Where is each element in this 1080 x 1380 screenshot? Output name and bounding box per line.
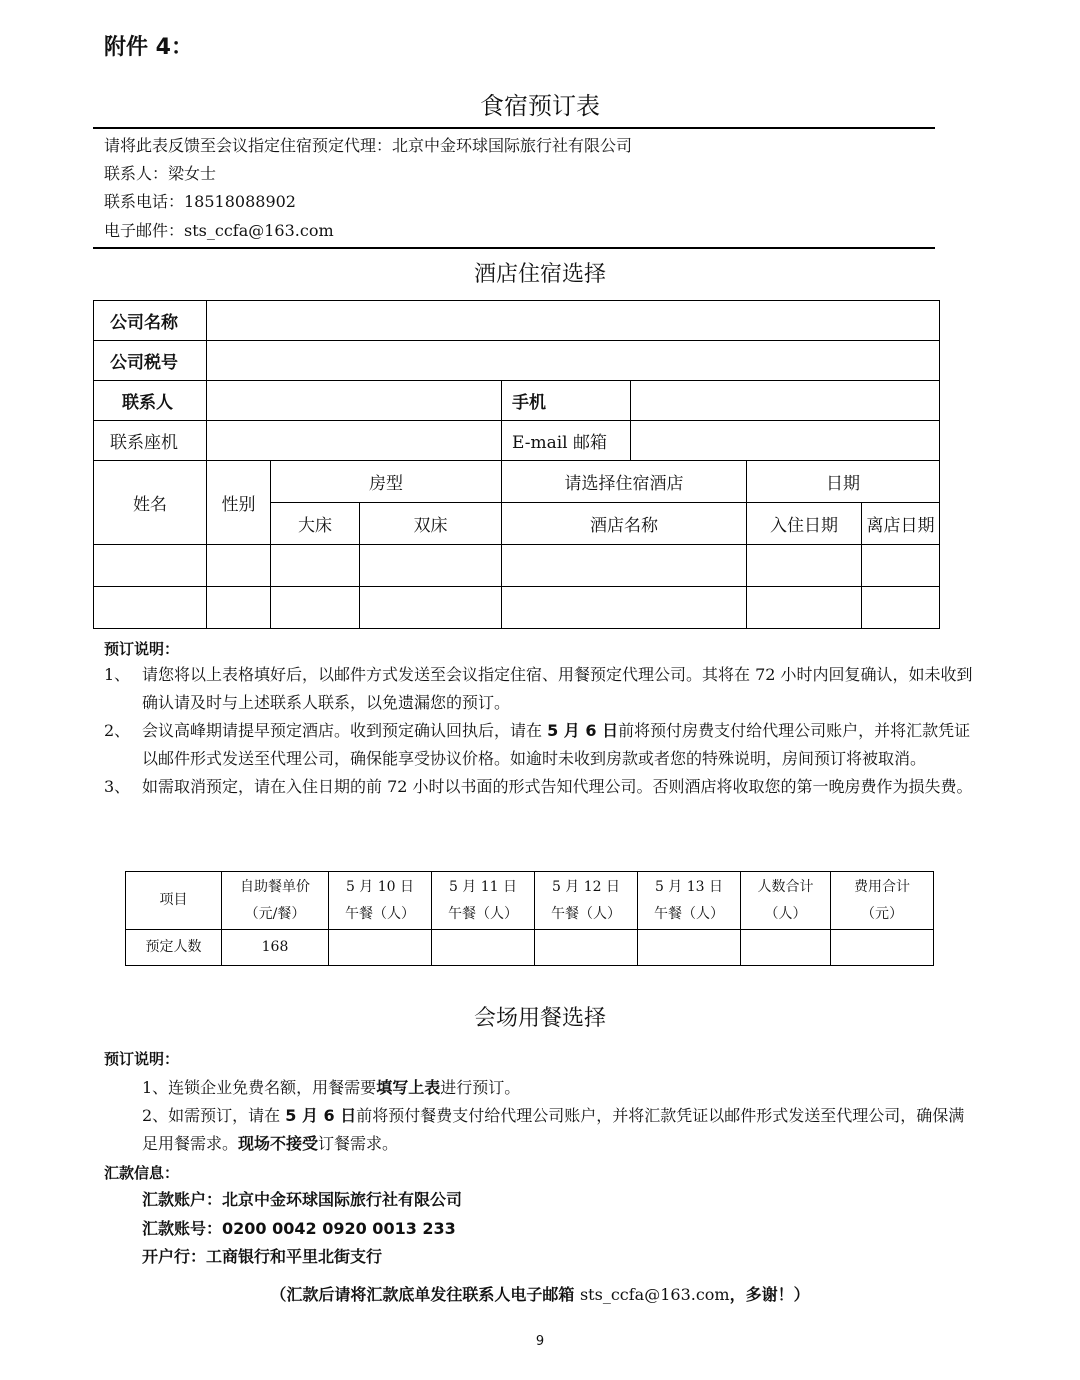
note-item [104,773,979,801]
guest-name-cell[interactable] [94,545,207,587]
remittance-heading: 汇款信息： [104,1164,180,1182]
guest-name-cell[interactable] [94,587,207,629]
meal-col-item: 项目 [126,872,222,930]
venue-note-1: 1、连锁企业免费名额，用餐需要填写上表进行预订。 [142,1078,521,1097]
venue-notes-heading: 预订说明： [104,1050,180,1068]
note-num: 1、 [104,665,131,684]
hotel-name-cell[interactable] [502,545,747,587]
hotel-booking-table [93,300,940,629]
booking-notes-heading: 预订说明： [104,640,180,658]
email-label: E-mail 邮箱 [502,421,631,461]
note-text: 如需取消预定，请在入住日期的前 72 小时以书面的形式告知代理公司。否则酒店将收取您的第一晚房费作为损失费。 [142,777,973,796]
meal-booking-table [125,871,934,966]
col-twin-bed: 双床 [360,503,502,545]
mobile-label: 手机 [502,381,631,421]
venue-note-2: 2、如需预订，请在 5 月 6 日前将预付餐费支付给代理公司账户，并将汇款凭证以邮件形式发送至代理公司，确保满足用餐需求。现场不接受订餐需求。 [142,1106,965,1153]
meal-d10-cell[interactable] [329,930,432,966]
table-row [94,587,940,629]
meal-col-d13: 5 月 13 日 午餐（人） [638,872,741,930]
contact-label: 联系人 [94,381,207,421]
divider-info [93,247,935,249]
gender-cell[interactable] [207,545,271,587]
meal-col-d10: 5 月 10 日 午餐（人） [329,872,432,930]
contact-field[interactable] [207,381,502,421]
email-field[interactable] [631,421,940,461]
info-email: 电子邮件：sts_ccfa@163.com [104,221,334,240]
meal-d12-cell[interactable] [535,930,638,966]
king-cell[interactable] [271,587,360,629]
meal-row-label: 预定人数 [126,930,222,966]
meal-total-cost-cell[interactable] [831,930,934,966]
company-name-field[interactable] [207,301,940,341]
hotel-section-title: 酒店住宿选择 [473,262,606,287]
col-room-type: 房型 [271,461,502,503]
booking-notes [104,661,979,801]
divider-top [93,127,935,129]
table-row [94,545,940,587]
col-name: 姓名 [94,461,207,545]
meal-col-d11: 5 月 11 日 午餐（人） [432,872,535,930]
info-contact: 联系人：梁女士 [104,164,217,183]
col-hotel-choice: 请选择住宿酒店 [502,461,747,503]
meal-col-total-cost: 费用合计 （元） [831,872,934,930]
info-phone: 联系电话：18518088902 [104,192,296,211]
col-checkout: 离店日期 [862,503,940,545]
note-item [104,661,979,717]
king-cell[interactable] [271,545,360,587]
page-number: 9 [535,1334,545,1349]
hotel-name-cell[interactable] [502,587,747,629]
company-name-label: 公司名称 [94,301,207,341]
remittance-bank: 开户行：工商银行和平里北街支行 [142,1247,383,1266]
tax-id-field[interactable] [207,341,940,381]
twin-cell[interactable] [360,587,502,629]
checkout-cell[interactable] [862,587,940,629]
col-gender: 性别 [207,461,271,545]
checkin-cell[interactable] [747,587,862,629]
col-hotel-name: 酒店名称 [502,503,747,545]
landline-field[interactable] [207,421,502,461]
venue-notes [104,1074,979,1158]
attachment-label: 附件 4： [104,35,193,60]
note-item [104,717,979,773]
mobile-field[interactable] [631,381,940,421]
checkout-cell[interactable] [862,545,940,587]
meal-price: 168 [222,930,329,966]
table-row [126,930,934,966]
remittance-account-name: 汇款账户：北京中金环球国际旅行社有限公司 [142,1190,463,1209]
meal-col-price: 自助餐单价 （元/餐） [222,872,329,930]
checkin-cell[interactable] [747,545,862,587]
note-text: 会议高峰期请提早预定酒店。收到预定确认回执后，请在 5 月 6 日前将预付房费支付给代理公司账户，并将汇款凭证以邮件形式发送至代理公司，确保能享受协议价格。如逾时未收到房款或者您的特殊说明，房间预订将被取消。 [142,721,971,768]
remittance-account-no: 汇款账号：0200 0042 0920 0013 233 [142,1219,456,1238]
twin-cell[interactable] [360,545,502,587]
gender-cell[interactable] [207,587,271,629]
meal-col-d12: 5 月 12 日 午餐（人） [535,872,638,930]
col-date: 日期 [747,461,940,503]
footer-note: （汇款后请将汇款底单发往联系人电子邮箱 sts_ccfa@163.com，多谢！） [270,1285,810,1304]
col-king-bed: 大床 [271,503,360,545]
note-num: 3、 [104,777,131,796]
venue-section-title: 会场用餐选择 [473,1006,606,1031]
landline-label: 联系座机 [94,421,207,461]
meal-col-total-people: 人数合计 （人） [741,872,831,930]
note-text: 请您将以上表格填好后，以邮件方式发送至会议指定住宿、用餐预定代理公司。其将在 72 小时内回复确认，如未收到确认请及时与上述联系人联系，以免遗漏您的预订。 [142,665,973,712]
tax-id-label: 公司税号 [94,341,207,381]
page-title: 食宿预订表 [480,92,600,120]
col-checkin: 入住日期 [747,503,862,545]
note-num: 2、 [104,721,131,740]
info-agent: 请将此表反馈至会议指定住宿预定代理：北京中金环球国际旅行社有限公司 [104,136,633,155]
meal-d13-cell[interactable] [638,930,741,966]
meal-d11-cell[interactable] [432,930,535,966]
meal-total-people-cell[interactable] [741,930,831,966]
